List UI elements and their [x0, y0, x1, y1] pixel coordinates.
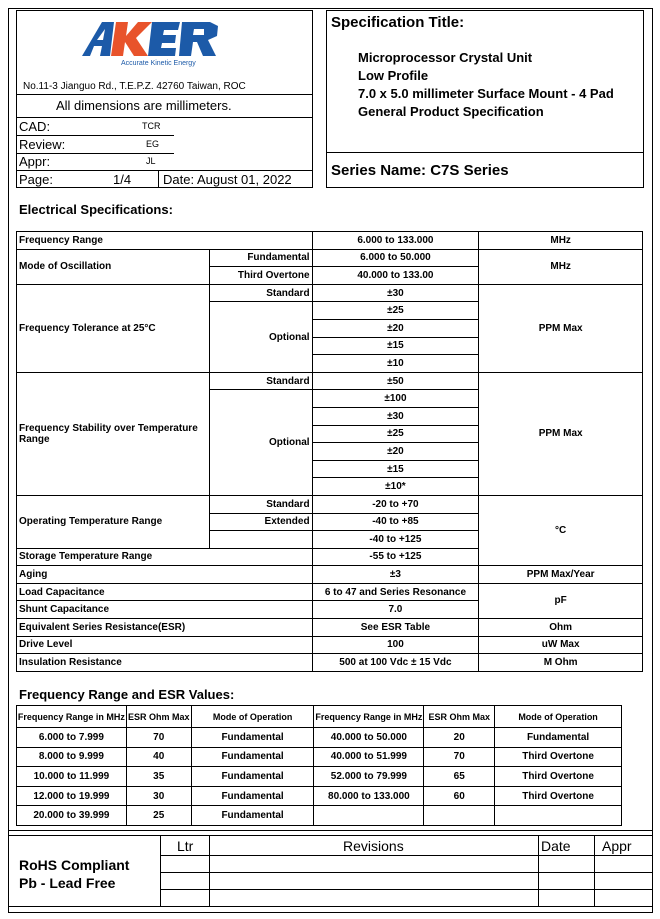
- table-cell: Third Overtone: [495, 747, 622, 767]
- aging-label: Aging: [17, 566, 313, 584]
- freq-range-value: 6.000 to 133.000: [312, 232, 479, 250]
- date-header: Date: [541, 838, 571, 854]
- tolerance-unit: PPM Max: [479, 284, 643, 372]
- table-cell: [314, 806, 424, 826]
- appr-header: Appr: [602, 838, 632, 854]
- freq-range-unit: MHz: [479, 232, 643, 250]
- mode-third-value: 40.000 to 133.00: [312, 267, 479, 285]
- table-row: [17, 806, 622, 826]
- op-temp-extra-value: -40 to +125: [312, 531, 479, 549]
- storage-label: Storage Temperature Range: [17, 548, 313, 566]
- table-cell: 65: [424, 767, 495, 787]
- stability-optional-label: Optional: [209, 390, 312, 496]
- load-cap-label: Load Capacitance: [17, 583, 313, 601]
- table-cell: Fundamental: [191, 786, 314, 806]
- appr-value: JL: [146, 156, 156, 166]
- table-cell: Third Overtone: [495, 786, 622, 806]
- electrical-spec-table: [16, 231, 643, 672]
- revisions-header: Revisions: [343, 838, 404, 854]
- aker-logo: [80, 18, 230, 58]
- stability-standard-label: Standard: [209, 372, 312, 390]
- tolerance-optional-value: ±25: [312, 302, 479, 320]
- esr-label: Equivalent Series Resistance(ESR): [17, 619, 313, 637]
- spec-line-2: Low Profile: [358, 68, 429, 83]
- stability-optional-value: ±25: [312, 425, 479, 443]
- table-cell: 8.000 to 9.999: [17, 747, 127, 767]
- ltr-header: Ltr: [177, 838, 194, 854]
- op-temp-extended-label: Extended: [209, 513, 312, 531]
- spec-line-4: General Product Specification: [358, 104, 544, 119]
- pb-text: Pb - Lead Free: [19, 875, 116, 891]
- tolerance-optional-value: ±20: [312, 319, 479, 337]
- cad-value: TCR: [142, 121, 161, 131]
- dimensions-note: All dimensions are millimeters.: [56, 98, 232, 113]
- table-cell: [424, 806, 495, 826]
- table-cell: 20.000 to 39.999: [17, 806, 127, 826]
- stability-optional-value: ±30: [312, 407, 479, 425]
- spec-line-1: Microprocessor Crystal Unit: [358, 50, 533, 65]
- table-row: [17, 786, 622, 806]
- table-row: [17, 767, 622, 787]
- op-temp-blank: [209, 531, 312, 549]
- stability-optional-value: ±15: [312, 460, 479, 478]
- stability-standard-value: ±50: [312, 372, 479, 390]
- esr-heading: Frequency Range and ESR Values:: [19, 687, 235, 702]
- load-cap-value: 6 to 47 and Series Resonance: [312, 583, 479, 601]
- table-cell: 70: [126, 728, 191, 748]
- esr-col-header: ESR Ohm Max: [126, 706, 191, 728]
- aging-unit: PPM Max/Year: [479, 566, 643, 584]
- drive-unit: uW Max: [479, 636, 643, 654]
- storage-value: -55 to +125: [312, 548, 479, 566]
- review-label: Review:: [19, 137, 66, 152]
- date-text: Date: August 01, 2022: [163, 172, 292, 187]
- tagline: Accurate Kinetic Energy: [121, 60, 196, 67]
- cad-label: CAD:: [19, 119, 51, 134]
- electrical-heading: Electrical Specifications:: [19, 202, 173, 217]
- table-cell: 40: [126, 747, 191, 767]
- stability-unit: PPM Max: [479, 372, 643, 495]
- table-cell: 12.000 to 19.999: [17, 786, 127, 806]
- page-label: Page:: [19, 172, 53, 187]
- esr-col-header: Mode of Operation: [495, 706, 622, 728]
- table-cell: 25: [126, 806, 191, 826]
- table-cell: [495, 806, 622, 826]
- table-cell: 40.000 to 50.000: [314, 728, 424, 748]
- tolerance-optional-value: ±15: [312, 337, 479, 355]
- stability-optional-value: ±10*: [312, 478, 479, 496]
- esr-unit: Ohm: [479, 619, 643, 637]
- table-cell: 6.000 to 7.999: [17, 728, 127, 748]
- stability-label: Frequency Stability over Temperature Range: [17, 372, 210, 495]
- mode-fund-value: 6.000 to 50.000: [312, 249, 479, 267]
- drive-value: 100: [312, 636, 479, 654]
- table-cell: 10.000 to 11.999: [17, 767, 127, 787]
- tolerance-standard-label: Standard: [209, 284, 312, 302]
- mode-third-label: Third Overtone: [209, 267, 312, 285]
- table-cell: Third Overtone: [495, 767, 622, 787]
- spec-title-label: Specification Title:: [331, 14, 465, 31]
- insulation-label: Insulation Resistance: [17, 654, 313, 672]
- table-cell: Fundamental: [191, 767, 314, 787]
- table-cell: 35: [126, 767, 191, 787]
- series-name: Series Name: C7S Series: [331, 162, 509, 179]
- drive-label: Drive Level: [17, 636, 313, 654]
- table-cell: 40.000 to 51.999: [314, 747, 424, 767]
- table-cell: 80.000 to 133.000: [314, 786, 424, 806]
- table-cell: Fundamental: [495, 728, 622, 748]
- stability-optional-value: ±20: [312, 443, 479, 461]
- esr-col-header: Mode of Operation: [191, 706, 314, 728]
- appr-label: Appr:: [19, 154, 51, 169]
- temp-unit: °C: [479, 495, 643, 565]
- table-cell: 70: [424, 747, 495, 767]
- esr-col-header: ESR Ohm Max: [424, 706, 495, 728]
- cap-unit: pF: [479, 583, 643, 618]
- insulation-unit: M Ohm: [479, 654, 643, 672]
- esr-value: See ESR Table: [312, 619, 479, 637]
- tolerance-optional-value: ±10: [312, 355, 479, 373]
- op-temp-standard-label: Standard: [209, 495, 312, 513]
- table-cell: 60: [424, 786, 495, 806]
- table-row: [17, 747, 622, 767]
- tolerance-label: Frequency Tolerance at 25°C: [17, 284, 210, 372]
- op-temp-extended-value: -40 to +85: [312, 513, 479, 531]
- op-temp-label: Operating Temperature Range: [17, 495, 210, 548]
- tolerance-standard-value: ±30: [312, 284, 479, 302]
- table-row: [17, 728, 622, 748]
- spec-line-3: 7.0 x 5.0 millimeter Surface Mount - 4 Pad: [358, 86, 614, 101]
- mode-label: Mode of Oscillation: [17, 249, 210, 284]
- aging-value: ±3: [312, 566, 479, 584]
- shunt-cap-value: 7.0: [312, 601, 479, 619]
- page-value: 1/4: [113, 172, 132, 187]
- table-cell: 30: [126, 786, 191, 806]
- tolerance-optional-label: Optional: [209, 302, 312, 372]
- table-cell: Fundamental: [191, 747, 314, 767]
- mode-unit: MHz: [479, 249, 643, 284]
- esr-col-header: Frequency Range in MHz: [17, 706, 127, 728]
- table-cell: Fundamental: [191, 806, 314, 826]
- shunt-cap-label: Shunt Capacitance: [17, 601, 313, 619]
- insulation-value: 500 at 100 Vdc ± 15 Vdc: [312, 654, 479, 672]
- stability-optional-value: ±100: [312, 390, 479, 408]
- esr-col-header: Frequency Range in MHz: [314, 706, 424, 728]
- aker-logo-icon: [80, 18, 230, 58]
- op-temp-standard-value: -20 to +70: [312, 495, 479, 513]
- table-cell: 52.000 to 79.999: [314, 767, 424, 787]
- review-value: EG: [146, 139, 160, 149]
- freq-range-label: Frequency Range: [17, 232, 313, 250]
- address: No.11-3 Jianguo Rd., T.E.P.Z. 42760 Taiwan, ROC: [23, 81, 246, 92]
- table-cell: 20: [424, 728, 495, 748]
- mode-fund-label: Fundamental: [209, 249, 312, 267]
- table-cell: Fundamental: [191, 728, 314, 748]
- esr-table: [16, 705, 622, 826]
- rohs-text: RoHS Compliant: [19, 857, 130, 873]
